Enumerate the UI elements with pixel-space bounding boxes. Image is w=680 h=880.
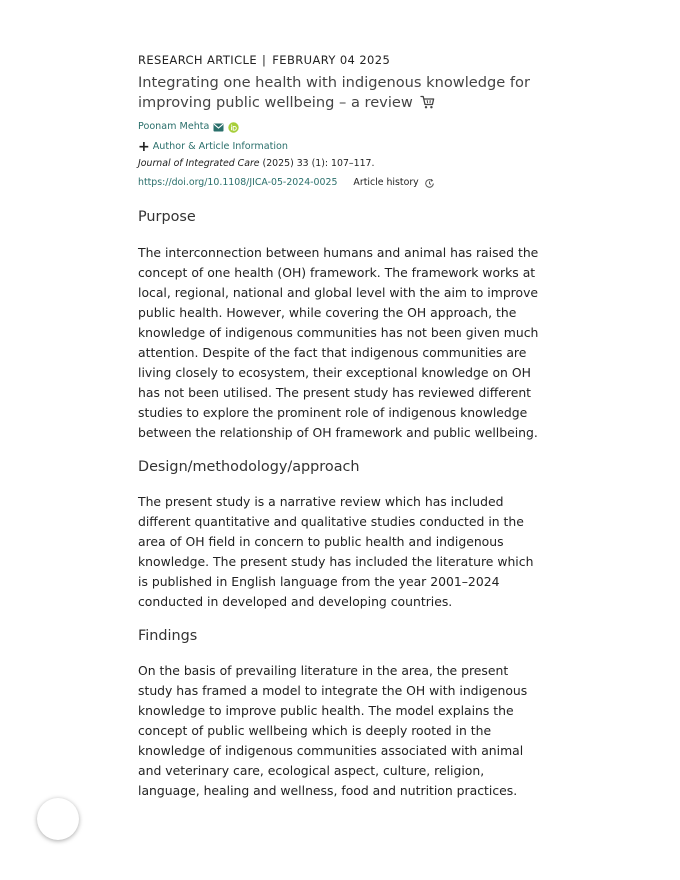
article-type: RESEARCH ARTICLE bbox=[138, 53, 257, 67]
plus-icon: + bbox=[138, 139, 150, 155]
article-meta bbox=[138, 52, 548, 68]
author-row bbox=[138, 120, 548, 134]
section-heading-findings: Findings bbox=[138, 628, 198, 644]
floating-action-button[interactable] bbox=[37, 798, 79, 840]
section-heading-purpose: Purpose bbox=[138, 209, 196, 225]
article-history-label: Article history bbox=[353, 177, 419, 188]
section-text-findings: On the basis of prevailing literature in the area, the present study has framed a model to integrate the OH with indigenous knowledge to improve public health. The model explains the concept of public wellbeing which is deeply rooted in the knowledge of indigenous communities associated with animal and veterinary care, ecological aspect, culture, religion, language, healing and wellness, food and nutrition practices. bbox=[138, 663, 528, 798]
article-history-button[interactable] bbox=[353, 176, 434, 190]
meta-separator: | bbox=[261, 53, 267, 67]
shopping-cart-icon[interactable] bbox=[420, 95, 435, 115]
author-name[interactable]: Poonam Mehta bbox=[138, 121, 210, 132]
orcid-icon[interactable] bbox=[228, 122, 239, 133]
author-article-info-label: Author & Article Information bbox=[152, 141, 288, 152]
history-clock-icon bbox=[424, 178, 435, 189]
doi-row bbox=[138, 176, 548, 190]
article-header-and-abstract bbox=[138, 52, 548, 801]
article-title: Integrating one health with indigenous knowledge for improving public wellbeing – a review bbox=[138, 74, 530, 111]
citation bbox=[138, 157, 548, 171]
envelope-icon[interactable] bbox=[213, 123, 224, 132]
doi-link[interactable]: https://doi.org/10.1108/JICA-05-2024-0025 bbox=[138, 177, 338, 188]
section-text-purpose: The interconnection between humans and animal has raised the concept of one health (OH) framework. The framework works at local, regional, national and global level with the aim to improve public health. However, while covering the OH approach, the knowledge of indigenous communities has not been given much attention. Despite of the fact that indigenous communities are living closely to ecosystem, their exceptional knowledge on OH has not been utilised. The present study has reviewed different studies to explore the prominent role of indigenous knowledge between the relationship of OH framework and public wellbeing. bbox=[138, 245, 539, 440]
journal-name: Journal of Integrated Care bbox=[138, 158, 260, 169]
section-heading-design-methodology: Design/methodology/approach bbox=[138, 459, 360, 475]
article-title-block bbox=[138, 73, 548, 114]
citation-details: (2025) 33 (1): 107–117. bbox=[259, 158, 375, 169]
author-article-info-toggle[interactable] bbox=[138, 140, 548, 154]
publication-date: FEBRUARY 04 2025 bbox=[272, 53, 391, 67]
section-text-design-methodology: The present study is a narrative review which has included different quantitative and qualitative studies conducted in the area of OH field in concern to public health and indigenous knowledge. The present study has included the literature which is published in English language from the year 2001–2024 conducted in developed and developing countries. bbox=[138, 494, 534, 609]
